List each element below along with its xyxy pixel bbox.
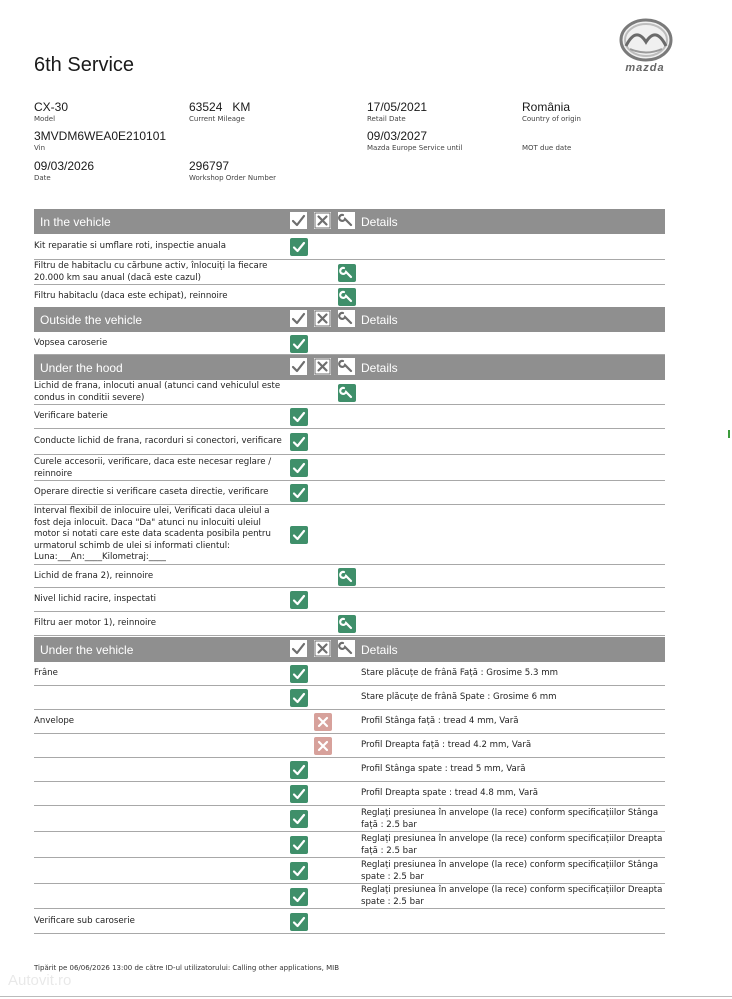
- header-cross-icon: [314, 358, 331, 375]
- info-model: CX-30 Model: [34, 100, 69, 123]
- checklist-row: [34, 565, 665, 588]
- status-check-icon: [290, 810, 308, 828]
- status-check-icon: [290, 238, 308, 256]
- checklist-row: [34, 588, 665, 612]
- row-description: Frâne: [34, 668, 58, 678]
- status-cross-icon: [314, 737, 332, 755]
- row-details: Reglați presiunea în anvelope (la rece) conform specificațiilor Dreapta spate : 2.5 bar: [361, 885, 663, 907]
- status-check-icon: [290, 785, 308, 803]
- row-details: Stare plăcuțe de frână Spate : Grosime 6 mm: [361, 692, 557, 702]
- status-check-icon: [290, 665, 308, 683]
- row-details: Profil Stânga față : tread 4 mm, Vară: [361, 716, 519, 726]
- watermark: Autovit.ro: [8, 972, 72, 989]
- checklist-row: [34, 285, 665, 309]
- checklist-row: [34, 758, 665, 782]
- section-title: In the vehicle: [40, 215, 111, 229]
- row-details: Stare plăcuțe de frână Față : Grosime 5.3 mm: [361, 668, 558, 678]
- status-wrench-icon: [338, 615, 356, 633]
- row-details: Profil Dreapta spate : tread 4.8 mm, Vară: [361, 788, 539, 798]
- status-check-icon: [290, 689, 308, 707]
- checklist-row: [34, 481, 665, 505]
- section-title: Outside the vehicle: [40, 313, 143, 327]
- row-description: Anvelope: [34, 716, 75, 726]
- section-header-in-vehicle: [34, 209, 665, 234]
- status-check-icon: [290, 484, 308, 502]
- header-wrench-icon: [338, 310, 355, 327]
- row-description: Nivel lichid racire, inspectati: [34, 594, 157, 604]
- checklist-row: [34, 710, 665, 734]
- section-header-under-vehicle: [34, 637, 665, 662]
- info-vin: 3MVDM6WEA0E210101 Vin: [34, 129, 167, 152]
- header-check-icon: [290, 358, 307, 375]
- row-description: Interval flexibil de inlocuire ulei, Verificati daca uleiul a fost deja inlocuit. Daca "Da" atunci nu inlocuiti uleiul motor si notati care este data scadenta posibila pentru urmatorul schimb de ulei si informati clientul: Luna:___An:____Kilometraj:____: [34, 506, 271, 562]
- checklist-row: [34, 380, 665, 405]
- row-description: Curele accesorii, verificare, daca este necesar reglare / reinnoire: [34, 457, 272, 479]
- details-column-label: Details: [361, 361, 398, 375]
- info-retail-date: 17/05/2021 Retail Date: [367, 100, 428, 123]
- checklist-row: [34, 260, 665, 285]
- info-mot: MOT due date: [522, 144, 572, 152]
- status-check-icon: [290, 888, 308, 906]
- checklist-row: [34, 734, 665, 758]
- row-details: Profil Stânga spate : tread 5 mm, Vară: [361, 764, 526, 774]
- status-check-icon: [290, 335, 308, 353]
- checklist-row: [34, 612, 665, 636]
- page-title: 6th Service: [34, 54, 135, 76]
- checklist-row: [34, 429, 665, 455]
- row-description: Lichid de frana 2), reinnoire: [34, 571, 154, 581]
- status-check-icon: [290, 913, 308, 931]
- status-check-icon: [290, 836, 308, 854]
- row-details: Reglați presiunea în anvelope (la rece) conform specificațiilor Dreapta față : 2.5 bar: [361, 834, 663, 856]
- row-details: Profil Dreapta față : tread 4.2 mm, Vară: [361, 740, 532, 750]
- checklist-row: [34, 782, 665, 806]
- checklist-row: [34, 686, 665, 710]
- checklist-row: [34, 332, 665, 355]
- checklist-row: [34, 806, 665, 832]
- row-description: Kit reparatie si umflare roti, inspectie anuala: [34, 241, 226, 251]
- header-wrench-icon: [338, 640, 355, 657]
- checklist-row: [34, 858, 665, 884]
- status-check-icon: [290, 459, 308, 477]
- header-check-icon: [290, 212, 307, 229]
- checklist-row: [34, 884, 665, 909]
- section-title: Under the hood: [40, 361, 123, 375]
- checklist-row: [34, 662, 665, 686]
- row-details: Reglați presiunea în anvelope (la rece) conform specificațiilor Stânga spate : 2.5 bar: [361, 860, 659, 882]
- checklist-row: [34, 505, 665, 565]
- status-check-icon: [290, 433, 308, 451]
- row-description: Lichid de frana, inlocuti anual (atunci cand vehiculul este condus in conditii severe): [34, 381, 281, 403]
- section-header-outside-vehicle: [34, 307, 665, 332]
- info-date: 09/03/2026 Date: [34, 159, 95, 182]
- header-check-icon: [290, 640, 307, 657]
- checklist-row: [34, 455, 665, 481]
- header-cross-icon: [314, 212, 331, 229]
- header-wrench-icon: [338, 358, 355, 375]
- row-description: Operare directie si verificare caseta directie, verificare: [34, 487, 269, 497]
- status-cross-icon: [314, 713, 332, 731]
- row-description: Verificare baterie: [34, 411, 108, 421]
- row-description: Vopsea caroserie: [34, 338, 108, 348]
- edge-mark: [728, 430, 730, 438]
- info-country: România Country of origin: [522, 100, 581, 123]
- footer-divider: [0, 996, 732, 997]
- section-header-under-hood: [34, 355, 665, 380]
- row-description: Filtru de habitaclu cu cărbune activ, înlocuiți la fiecare 20.000 km sau anual (dacă este cazul): [34, 261, 268, 283]
- header-cross-icon: [314, 640, 331, 657]
- info-service-until: 09/03/2027 Mazda Europe Service until: [367, 129, 463, 152]
- checklist-row: [34, 234, 665, 260]
- row-description: Conducte lichid de frana, racorduri si conectori, verificare: [34, 436, 282, 446]
- info-mileage: 63524 KM Current Mileage: [189, 100, 251, 123]
- checklist-row: [34, 909, 665, 934]
- details-column-label: Details: [361, 313, 398, 327]
- status-check-icon: [290, 526, 308, 544]
- info-workshop-order: 296797 Workshop Order Number: [189, 159, 276, 182]
- status-wrench-icon: [338, 264, 356, 282]
- status-wrench-icon: [338, 288, 356, 306]
- header-cross-icon: [314, 310, 331, 327]
- header-wrench-icon: [338, 212, 355, 229]
- status-check-icon: [290, 408, 308, 426]
- status-check-icon: [290, 591, 308, 609]
- details-column-label: Details: [361, 643, 398, 657]
- row-details: Reglați presiunea în anvelope (la rece) conform specificațiilor Stânga față : 2.5 bar: [361, 808, 659, 830]
- status-check-icon: [290, 761, 308, 779]
- row-description: Filtru aer motor 1), reinnoire: [34, 618, 156, 628]
- status-wrench-icon: [338, 568, 356, 586]
- row-description: Filtru habitaclu (daca este echipat), reinnoire: [34, 291, 228, 301]
- checklist-row: [34, 832, 665, 858]
- header-check-icon: [290, 310, 307, 327]
- checklist-row: [34, 405, 665, 429]
- status-wrench-icon: [338, 384, 356, 402]
- section-title: Under the vehicle: [40, 643, 134, 657]
- brand-logotype: mazda: [625, 62, 665, 74]
- status-check-icon: [290, 862, 308, 880]
- print-footer: Tipărit pe 06/06/2026 13:00 de către ID-ul utilizatorului: Calling other applications, MIB: [34, 964, 340, 972]
- row-description: Verificare sub caroserie: [34, 916, 135, 926]
- details-column-label: Details: [361, 215, 398, 229]
